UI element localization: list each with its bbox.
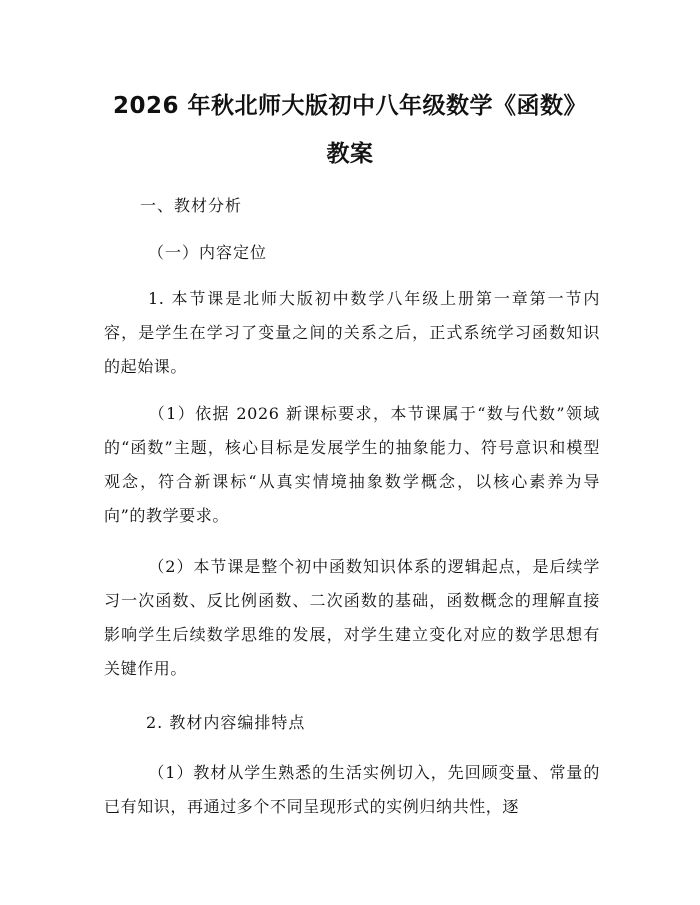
item-heading-textbook-layout: 2. 教材内容编排特点 <box>146 713 306 732</box>
document-title-line2: 教案 <box>326 141 374 167</box>
paragraph-4-text: （1）教材从学生熟悉的生活实例切入，先回顾变量、常量的已有知识，再通过多个不同呈现形式的实例归纳共性，逐 <box>104 763 600 816</box>
paragraph-1-text: 1. 本节课是北师大版初中数学八年级上册第一章第一节内容，是学生在学习了变量之间的关系之后，正式系统学习函数知识的起始课。 <box>104 289 600 376</box>
paragraph-1 <box>104 282 600 384</box>
paragraph-2 <box>104 397 600 533</box>
paragraph-3 <box>104 550 600 686</box>
paragraph-4 <box>104 756 600 824</box>
paragraph-3-text: （2）本节课是整个初中函数知识体系的逻辑起点，是后续学习一次函数、反比例函数、二次函数的基础，函数概念的理解直接影响学生后续数学思维的发展，对学生建立变化对应的数学思想有关键作用。 <box>104 557 600 678</box>
section-heading-textbook-analysis: 一、教材分析 <box>140 196 243 215</box>
paragraph-2-text: （1）依据 2026 新课标要求，本节课属于“数与代数”领域的“函数”主题，核心目标是发展学生的抽象能力、符号意识和模型观念，符合新课标“从真实情境抽象数学概念，以核心素养为导向”的教学要求。 <box>104 404 600 525</box>
document-title-line1: 2026 年秋北师大版初中八年级数学《函数》 <box>112 93 588 119</box>
subsection-heading-content-positioning: （一）内容定位 <box>148 243 268 262</box>
